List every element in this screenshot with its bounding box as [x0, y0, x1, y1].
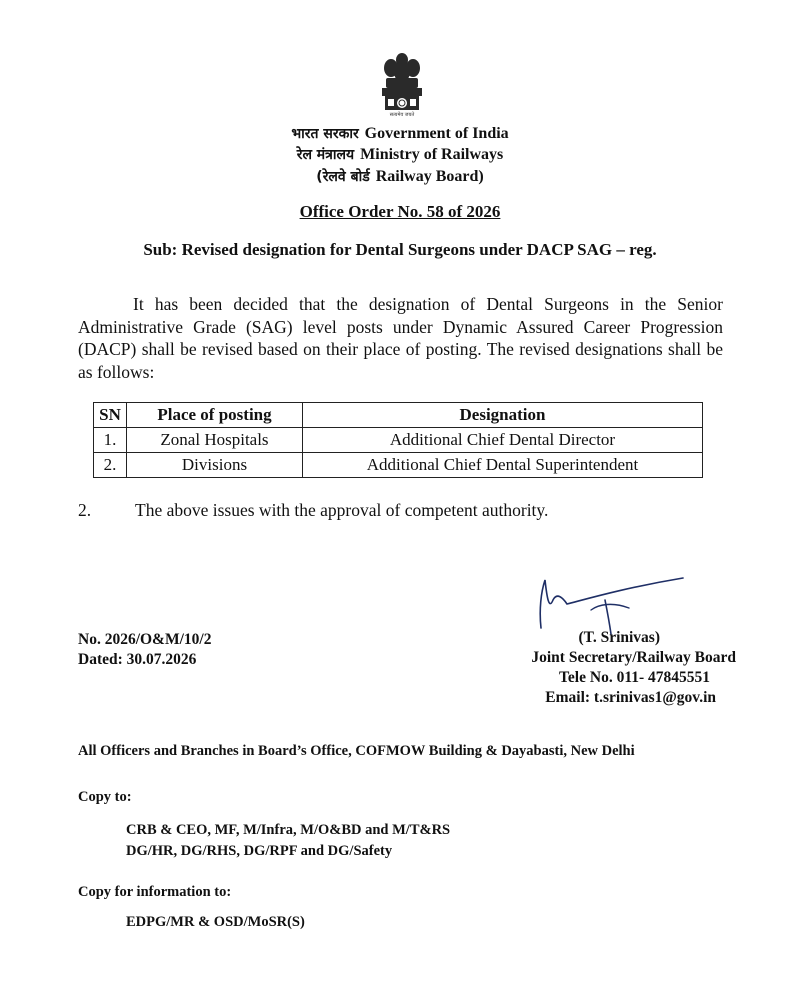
signatory-telephone: Tele No. 011- 47845551	[559, 669, 710, 686]
subject-line: Sub: Revised designation for Dental Surgeons under DACP SAG – reg.	[143, 240, 657, 259]
table-cell-sn: 1.	[94, 428, 127, 453]
office-order-title: Office Order No. 58 of 2026	[299, 202, 501, 221]
national-emblem-icon	[372, 48, 432, 120]
header-board-english: Railway Board)	[375, 168, 484, 185]
paragraph-2-number: 2.	[78, 500, 92, 520]
signatory-block	[480, 628, 736, 708]
list-item: CRB & CEO, MF, M/Infra, M/O&BD and M/T&RS	[126, 822, 451, 838]
paragraph-2-text: The above issues with the approval of competent authority.	[135, 500, 549, 520]
list-item: DG/HR, DG/RHS, DG/RPF and DG/Safety	[126, 843, 393, 859]
table-header-place: Place of posting	[127, 403, 303, 428]
copy-to-list	[126, 820, 450, 862]
copy-to-heading: Copy to:	[78, 789, 132, 805]
file-number: No. 2026/O&M/10/2	[78, 631, 212, 648]
table-cell-designation: Additional Chief Dental Director	[303, 428, 703, 453]
list-item: EDPG/MR & OSD/MoSR(S)	[126, 914, 305, 930]
addressee-line: All Officers and Branches in Board’s Office, COFMOW Building & Dayabasti, New Delhi	[78, 743, 635, 759]
table-header-sn: SN	[94, 403, 127, 428]
header-government-hindi: भारत सरकार	[291, 126, 359, 142]
header-ministry-hindi: रेल मंत्रालय	[296, 147, 355, 163]
table-header-row	[94, 403, 703, 428]
table-header-designation: Designation	[303, 403, 703, 428]
table-row	[94, 428, 703, 453]
order-date: Dated: 30.07.2026	[78, 651, 197, 668]
copy-for-information-heading: Copy for information to:	[78, 884, 232, 900]
table-row	[94, 453, 703, 478]
signatory-name: (T. Srinivas)	[578, 629, 660, 646]
table-cell-sn: 2.	[94, 453, 127, 478]
header-line-government	[0, 124, 800, 143]
paragraph-1-text: It has been decided that the designation of Dental Surgeons in the Senior Administrative Grade (SAG) level posts under Dynamic Assured Career Progression (DACP) shall be revised based on their place of posting. The revised designations shall be as follows:	[78, 294, 723, 382]
header-line-ministry	[0, 145, 800, 164]
table-cell-place: Zonal Hospitals	[127, 428, 303, 453]
header-ministry-english: Ministry of Railways	[360, 146, 504, 163]
designation-table	[93, 402, 703, 478]
paragraph-1	[78, 293, 723, 383]
reference-block	[78, 630, 211, 670]
paragraph-2	[78, 500, 548, 521]
table-cell-designation: Additional Chief Dental Superintendent	[303, 453, 703, 478]
table-cell-place: Divisions	[127, 453, 303, 478]
header-board-hindi: (रेलवे बोर्ड	[316, 169, 370, 185]
copy-for-information-list	[126, 912, 305, 933]
emblem-motto: सत्यमेव जयते	[389, 112, 415, 118]
signatory-designation: Joint Secretary/Railway Board	[531, 649, 736, 666]
signatory-email: Email: t.srinivas1@gov.in	[545, 689, 716, 706]
header-government-english: Government of India	[364, 125, 509, 142]
header-line-board	[0, 167, 800, 186]
